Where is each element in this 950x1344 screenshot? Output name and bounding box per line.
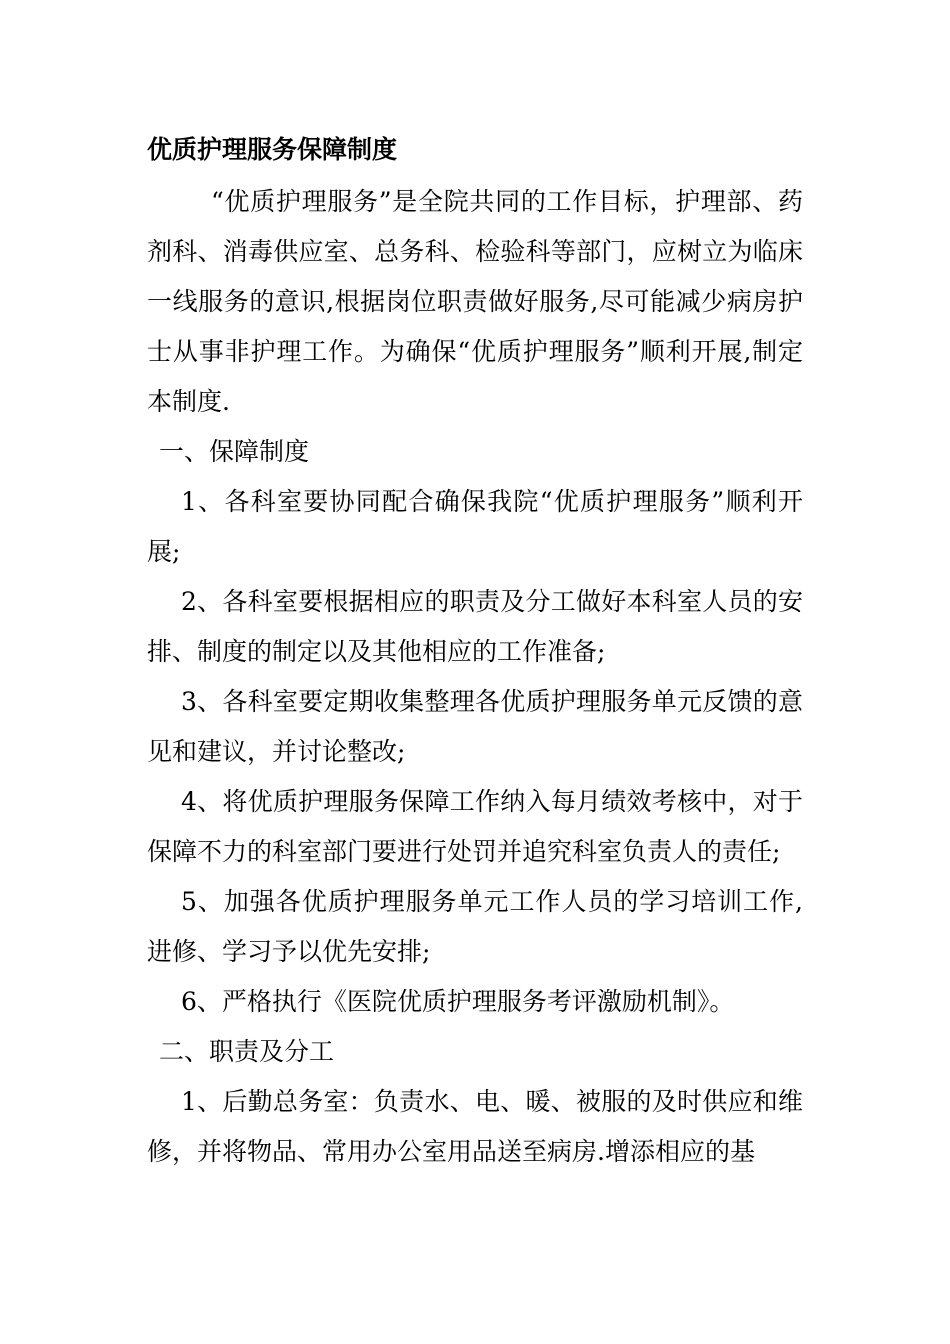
guarantee-item-6: 6、严格执行《医院优质护理服务考评激励机制》。 bbox=[181, 987, 735, 1016]
section-heading-duties: 二、职责及分工 bbox=[159, 1037, 335, 1066]
guarantee-item-4: 4、将优质护理服务保障工作纳入每月绩效考核中，对于保障不力的科室部门要进行处罚并追究科室负责人的责任; bbox=[147, 787, 803, 866]
guarantee-item-5: 5、加强各优质护理服务单元工作人员的学习培训工作,进修、学习予以优先安排; bbox=[147, 887, 803, 966]
guarantee-item-2: 2、各科室要根据相应的职责及分工做好本科室人员的安排、制度的制定以及其他相应的工作准备; bbox=[147, 587, 803, 666]
document-body bbox=[147, 177, 803, 1177]
duties-item-1: 1、后勤总务室：负责水、电、暖、被服的及时供应和维修，并将物品、常用办公室用品送至病房.增添相应的基 bbox=[147, 1087, 803, 1166]
intro-paragraph: “优质护理服务”是全院共同的工作目标，护理部、药剂科、消毒供应室、总务科、检验科等部门，应树立为临床一线服务的意识,根据岗位职责做好服务,尽可能减少病房护士从事非护理工作。为确保“优质护理服务”顺利开展,制定本制度. bbox=[147, 187, 803, 416]
guarantee-item-3: 3、各科室要定期收集整理各优质护理服务单元反馈的意见和建议，并讨论整改; bbox=[147, 687, 803, 766]
section-heading-guarantee: 一、保障制度 bbox=[159, 437, 310, 466]
guarantee-item-1: 1、各科室要协同配合确保我院“优质护理服务”顺利开展; bbox=[147, 487, 803, 566]
document-title: 优质护理服务保障制度 bbox=[147, 135, 398, 164]
